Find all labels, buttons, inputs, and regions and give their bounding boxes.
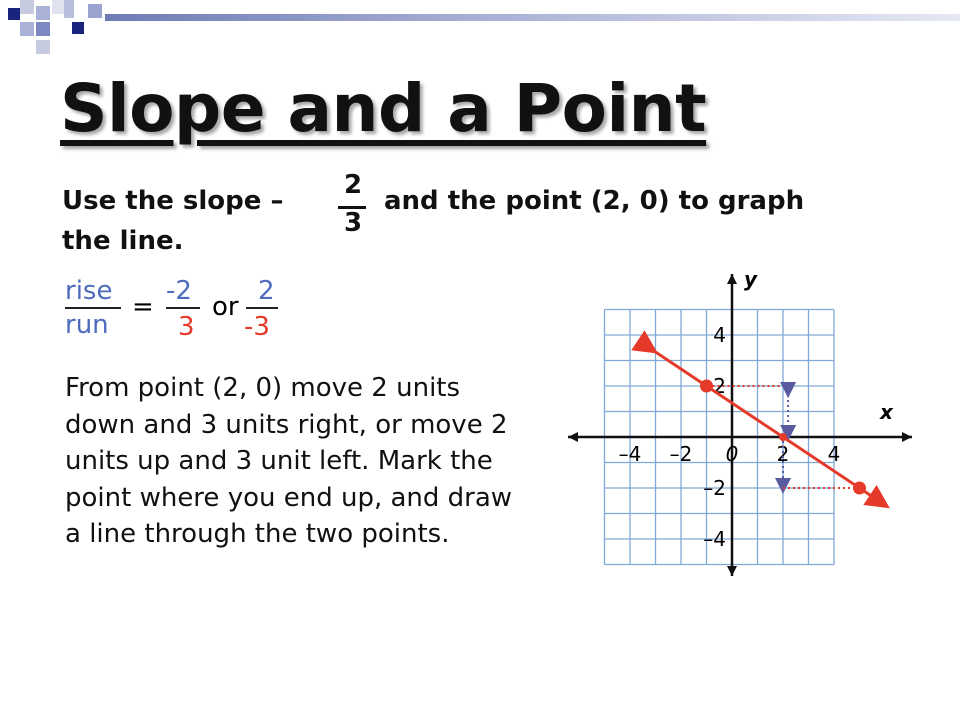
corner-square-mid2 [88, 4, 102, 18]
ratio2-bar [246, 307, 278, 309]
y-tick-label: –4 [703, 527, 726, 551]
slope-numerator: 2 [343, 170, 363, 200]
x-tick-label: 2 [776, 442, 790, 466]
plotted-point [779, 433, 787, 441]
x-tick-label: –4 [618, 442, 642, 466]
instruction-line2: the line. [62, 226, 184, 256]
x-tick-label: 0 [725, 442, 739, 466]
ratio1-numerator: -2 [166, 276, 192, 306]
header-bar [105, 14, 960, 21]
corner-square-grey [20, 0, 34, 14]
instruction-before-slope: Use the slope – [62, 186, 284, 216]
equals-sign: = [132, 292, 154, 322]
slide-title: Slope and a Point [60, 70, 707, 147]
ratio2-denominator: -3 [244, 312, 270, 342]
ratio1-denominator: 3 [178, 312, 195, 342]
y-tick-label: 2 [713, 374, 726, 398]
slope-denominator: 3 [343, 208, 363, 238]
y-axis-label: y [744, 267, 758, 291]
corner-square-dark [8, 8, 20, 20]
corner-square-light [36, 6, 50, 20]
corner-square-left4 [72, 22, 84, 34]
plotted-point [700, 380, 713, 393]
corner-square-left2 [36, 22, 50, 36]
run-label: run [65, 310, 109, 340]
corner-square-left [20, 22, 34, 36]
or-word: or [212, 292, 239, 322]
x-axis-arrow-left [568, 432, 578, 442]
corner-square-mid [64, 0, 74, 18]
ratio1-bar [166, 307, 200, 309]
graphed-line [648, 347, 880, 502]
x-tick-label: 4 [827, 442, 841, 466]
instruction-after-slope: and the point (2, 0) to graph [384, 186, 805, 216]
y-axis-arrow-down [727, 566, 737, 576]
y-tick-label: 4 [713, 323, 726, 347]
y-axis-arrow-up [727, 274, 737, 284]
coordinate-graph [560, 260, 920, 590]
x-axis-arrow-right [902, 432, 912, 442]
plotted-point [853, 482, 866, 495]
x-axis-label: x [880, 400, 893, 424]
y-tick-label: –2 [703, 476, 726, 500]
corner-square-left3 [36, 40, 50, 54]
rise-label: rise [65, 276, 113, 306]
ratio2-numerator: 2 [258, 276, 275, 306]
x-tick-label: –2 [669, 442, 693, 466]
rise-run-bar [65, 307, 121, 309]
explanation-text: From point (2, 0) move 2 units down and 3 units right, or move 2 units up and 3 unit left. Mark the point where you end up, and draw a line through the two points. [65, 373, 513, 549]
